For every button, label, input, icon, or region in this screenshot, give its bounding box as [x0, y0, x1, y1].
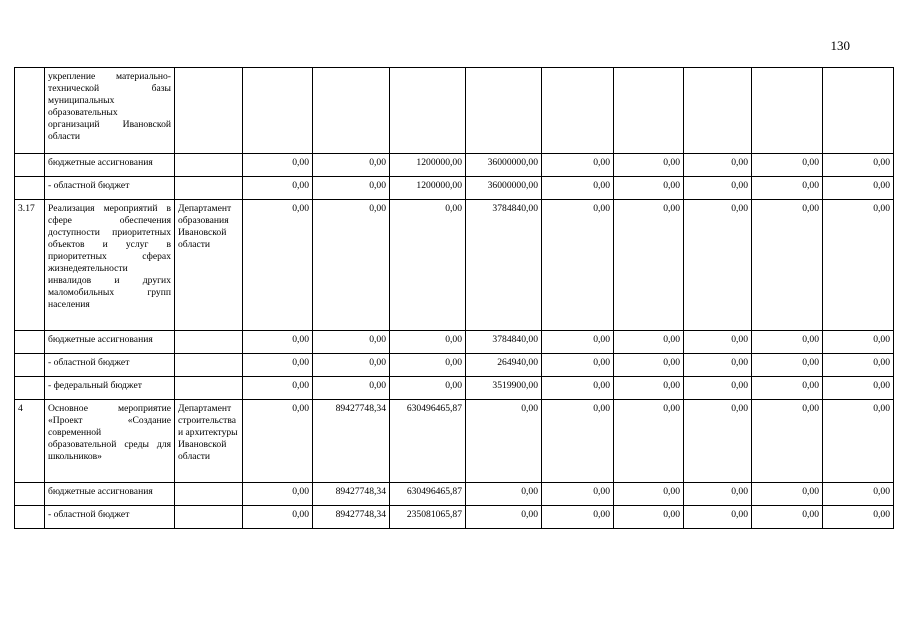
row-number-cell: 3.17 — [15, 200, 45, 331]
value-cell: 0,00 — [466, 483, 542, 506]
row-executor-cell — [175, 483, 243, 506]
value-cell: 0,00 — [390, 354, 466, 377]
value-cell: 0,00 — [313, 154, 390, 177]
value-cell: 0,00 — [823, 200, 894, 331]
value-cell: 0,00 — [684, 200, 752, 331]
value-cell: 0,00 — [243, 177, 313, 200]
value-cell: 630496465,87 — [390, 483, 466, 506]
value-cell: 0,00 — [684, 400, 752, 483]
row-number-cell — [15, 154, 45, 177]
value-cell: 0,00 — [390, 200, 466, 331]
value-cell: 0,00 — [823, 354, 894, 377]
row-description-cell: бюджетные ассигнования — [45, 154, 175, 177]
value-cell: 0,00 — [614, 354, 684, 377]
value-cell: 0,00 — [614, 483, 684, 506]
row-description-cell: - федеральный бюджет — [45, 377, 175, 400]
value-cell — [752, 68, 823, 154]
value-cell: 0,00 — [752, 506, 823, 529]
value-cell: 36000000,00 — [466, 154, 542, 177]
value-cell: 0,00 — [684, 354, 752, 377]
value-cell: 630496465,87 — [390, 400, 466, 483]
row-description-cell: - областной бюджет — [45, 177, 175, 200]
value-cell: 0,00 — [390, 377, 466, 400]
row-executor-cell — [175, 331, 243, 354]
value-cell: 0,00 — [614, 506, 684, 529]
row-executor-cell — [175, 506, 243, 529]
value-cell: 0,00 — [313, 377, 390, 400]
value-cell — [313, 68, 390, 154]
value-cell: 1200000,00 — [390, 154, 466, 177]
value-cell: 0,00 — [823, 483, 894, 506]
value-cell: 0,00 — [542, 331, 614, 354]
row-description-cell: Основное мероприятие «Проект «Создание современной образовательной среды для школьников» — [45, 400, 175, 483]
table-row — [15, 68, 894, 154]
page-number: 130 — [830, 38, 850, 53]
value-cell — [614, 68, 684, 154]
value-cell — [684, 68, 752, 154]
row-number-cell — [15, 483, 45, 506]
value-cell: 235081065,87 — [390, 506, 466, 529]
table-row — [15, 200, 894, 331]
value-cell: 0,00 — [752, 331, 823, 354]
row-number-cell — [15, 354, 45, 377]
table-row — [15, 154, 894, 177]
row-number-cell — [15, 331, 45, 354]
value-cell — [542, 68, 614, 154]
value-cell: 0,00 — [823, 331, 894, 354]
value-cell: 0,00 — [243, 200, 313, 331]
value-cell: 0,00 — [243, 377, 313, 400]
value-cell — [243, 68, 313, 154]
row-executor-cell — [175, 154, 243, 177]
value-cell: 0,00 — [466, 506, 542, 529]
value-cell — [466, 68, 542, 154]
value-cell: 0,00 — [684, 177, 752, 200]
value-cell: 0,00 — [684, 483, 752, 506]
value-cell: 0,00 — [542, 354, 614, 377]
value-cell: 0,00 — [542, 377, 614, 400]
row-number-cell — [15, 506, 45, 529]
row-description-cell: бюджетные ассигнования — [45, 483, 175, 506]
value-cell: 0,00 — [466, 400, 542, 483]
value-cell: 89427748,34 — [313, 506, 390, 529]
value-cell: 0,00 — [614, 377, 684, 400]
value-cell: 0,00 — [390, 331, 466, 354]
value-cell: 3784840,00 — [466, 200, 542, 331]
value-cell: 0,00 — [752, 154, 823, 177]
table-row — [15, 483, 894, 506]
table-row — [15, 506, 894, 529]
value-cell: 0,00 — [243, 506, 313, 529]
value-cell: 89427748,34 — [313, 483, 390, 506]
value-cell: 3784840,00 — [466, 331, 542, 354]
value-cell: 0,00 — [614, 154, 684, 177]
table-row — [15, 377, 894, 400]
table-row — [15, 177, 894, 200]
row-number-cell — [15, 68, 45, 154]
table-row — [15, 331, 894, 354]
value-cell: 0,00 — [823, 377, 894, 400]
value-cell: 0,00 — [542, 506, 614, 529]
value-cell: 0,00 — [243, 331, 313, 354]
table-row — [15, 400, 894, 483]
value-cell: 264940,00 — [466, 354, 542, 377]
row-executor-cell — [175, 354, 243, 377]
row-description-cell: Реализация мероприятий в сфере обеспечения доступности приоритетных объектов и услуг в приоритетных сферах жизнедеятельности инвалидов и других маломобильных групп населения — [45, 200, 175, 331]
value-cell: 89427748,34 — [313, 400, 390, 483]
value-cell: 0,00 — [684, 331, 752, 354]
value-cell: 0,00 — [243, 354, 313, 377]
row-executor-cell — [175, 377, 243, 400]
value-cell — [823, 68, 894, 154]
value-cell: 0,00 — [752, 483, 823, 506]
value-cell: 0,00 — [823, 154, 894, 177]
row-description-cell: укрепление материально-технической базы муниципальных образовательных организаций Ивановской области — [45, 68, 175, 154]
row-executor-cell — [175, 177, 243, 200]
value-cell: 3519900,00 — [466, 377, 542, 400]
value-cell: 0,00 — [542, 483, 614, 506]
value-cell: 0,00 — [542, 154, 614, 177]
value-cell: 0,00 — [243, 483, 313, 506]
value-cell: 1200000,00 — [390, 177, 466, 200]
value-cell: 0,00 — [752, 177, 823, 200]
value-cell — [390, 68, 466, 154]
value-cell: 0,00 — [684, 154, 752, 177]
value-cell: 0,00 — [542, 400, 614, 483]
value-cell: 0,00 — [313, 200, 390, 331]
table-row — [15, 354, 894, 377]
row-description-cell: - областной бюджет — [45, 354, 175, 377]
value-cell: 36000000,00 — [466, 177, 542, 200]
row-executor-cell: Департамент строительства и архитектуры Ивановской области — [175, 400, 243, 483]
value-cell: 0,00 — [752, 377, 823, 400]
row-number-cell — [15, 377, 45, 400]
value-cell: 0,00 — [243, 400, 313, 483]
value-cell: 0,00 — [752, 200, 823, 331]
value-cell: 0,00 — [823, 400, 894, 483]
value-cell: 0,00 — [614, 331, 684, 354]
value-cell: 0,00 — [542, 200, 614, 331]
value-cell: 0,00 — [313, 354, 390, 377]
row-description-cell: - областной бюджет — [45, 506, 175, 529]
row-executor-cell: Департамент образования Ивановской области — [175, 200, 243, 331]
row-number-cell — [15, 177, 45, 200]
value-cell: 0,00 — [243, 154, 313, 177]
value-cell: 0,00 — [542, 177, 614, 200]
value-cell: 0,00 — [752, 400, 823, 483]
row-description-cell: бюджетные ассигнования — [45, 331, 175, 354]
value-cell: 0,00 — [313, 177, 390, 200]
budget-table — [14, 67, 894, 529]
value-cell: 0,00 — [614, 400, 684, 483]
value-cell: 0,00 — [823, 506, 894, 529]
value-cell: 0,00 — [614, 177, 684, 200]
row-number-cell: 4 — [15, 400, 45, 483]
value-cell: 0,00 — [313, 331, 390, 354]
value-cell: 0,00 — [614, 200, 684, 331]
value-cell: 0,00 — [684, 377, 752, 400]
value-cell: 0,00 — [752, 354, 823, 377]
value-cell: 0,00 — [823, 177, 894, 200]
value-cell: 0,00 — [684, 506, 752, 529]
row-executor-cell — [175, 68, 243, 154]
